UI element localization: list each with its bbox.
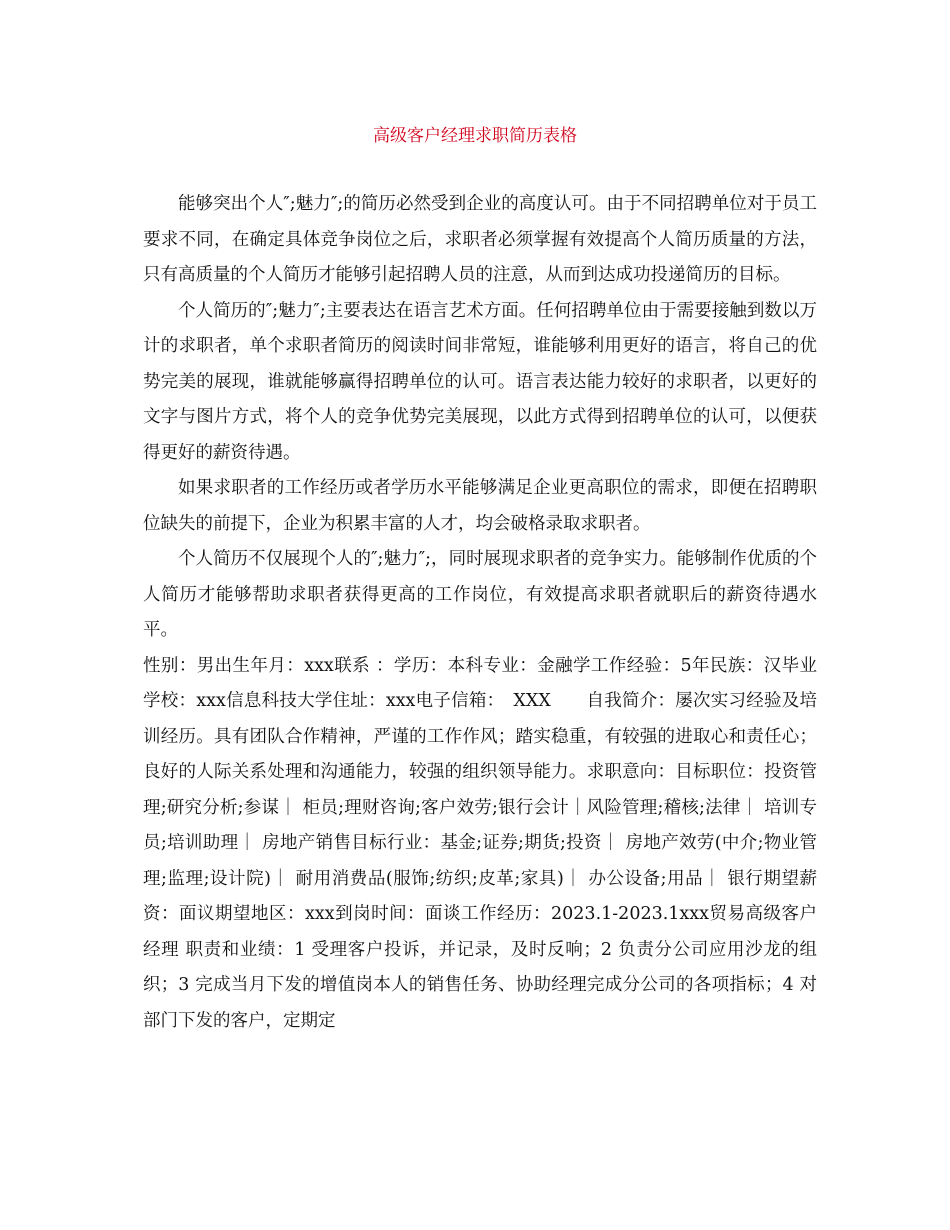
paragraph-2: 个人简历的″;魅力″;主要表达在语言艺术方面。任何招聘单位由于需要接触到数以万计的求职者，单个求职者简历的阅读时间非常短，谁能够利用更好的语言，将自己的优势完美的展现，谁就能够赢得招聘单位的认可。语言表达能力较好的求职者，以更好的文字与图片方式，将个人的竞争优势完美展现，以此方式得到招聘单位的认可，以便获得更好的薪资待遇。	[143, 300, 817, 463]
paragraph-4: 个人简历不仅展现个人的″;魅力″;，同时展现求职者的竞争实力。能够制作优质的个人简历才能够帮助求职者获得更高的工作岗位，有效提高求职者就职后的薪资待遇水平。	[143, 549, 817, 640]
resume-details: 性别：男出生年月：xxx联系 ：学历：本科专业：金融学工作经验：5年民族：汉毕业学校：xxx信息科技大学住址：xxx电子信箱： XXX 自我简介：屡次实习经验及培训经历。具有团队合作精神，严谨的工作作风；踏实稳重，有较强的进取心和责任心；良好的人际关系处理和沟通能力，较强的组织领导能力。求职意向：目标职位：投资管理;研究分析;参谋｜ 柜员;理财咨询;客户效劳;银行会计｜风险管理;稽核;法律｜ 培训专员;培训助理｜ 房地产销售目标行业：基金;证券;期货;投资｜ 房地产效劳(中介;物业管理;监理;设计院)｜ 耐用消费品(服饰;纺织;皮革;家具)｜ 办公设备;用品｜ 银行期望薪资：面议期望地区：xxx到岗时间：面谈工作经历：2023.1-2023.1xxx贸易高级客户经理 职责和业绩：1 受理客户投诉，并记录，及时反响；2 负责分公司应用沙龙的组织；3 完成当月下发的增值岗本人的销售任务、协助经理完成分公司的各项指标；4 对部门下发的客户，定期定	[143, 655, 817, 1031]
document-body	[143, 187, 817, 1039]
paragraph-3: 如果求职者的工作经历或者学历水平能够满足企业更高职位的需求，即便在招聘职位缺失的前提下，企业为积累丰富的人才，均会破格录取求职者。	[143, 478, 817, 534]
paragraph-1: 能够突出个人″;魅力″;的简历必然受到企业的高度认可。由于不同招聘单位对于员工要求不同，在确定具体竞争岗位之后，求职者必须掌握有效提高个人简历质量的方法，只有高质量的个人简历才能够引起招聘人员的注意，从而到达成功投递简历的目标。	[143, 194, 817, 285]
document-title: 高级客户经理求职简历表格	[373, 126, 577, 146]
